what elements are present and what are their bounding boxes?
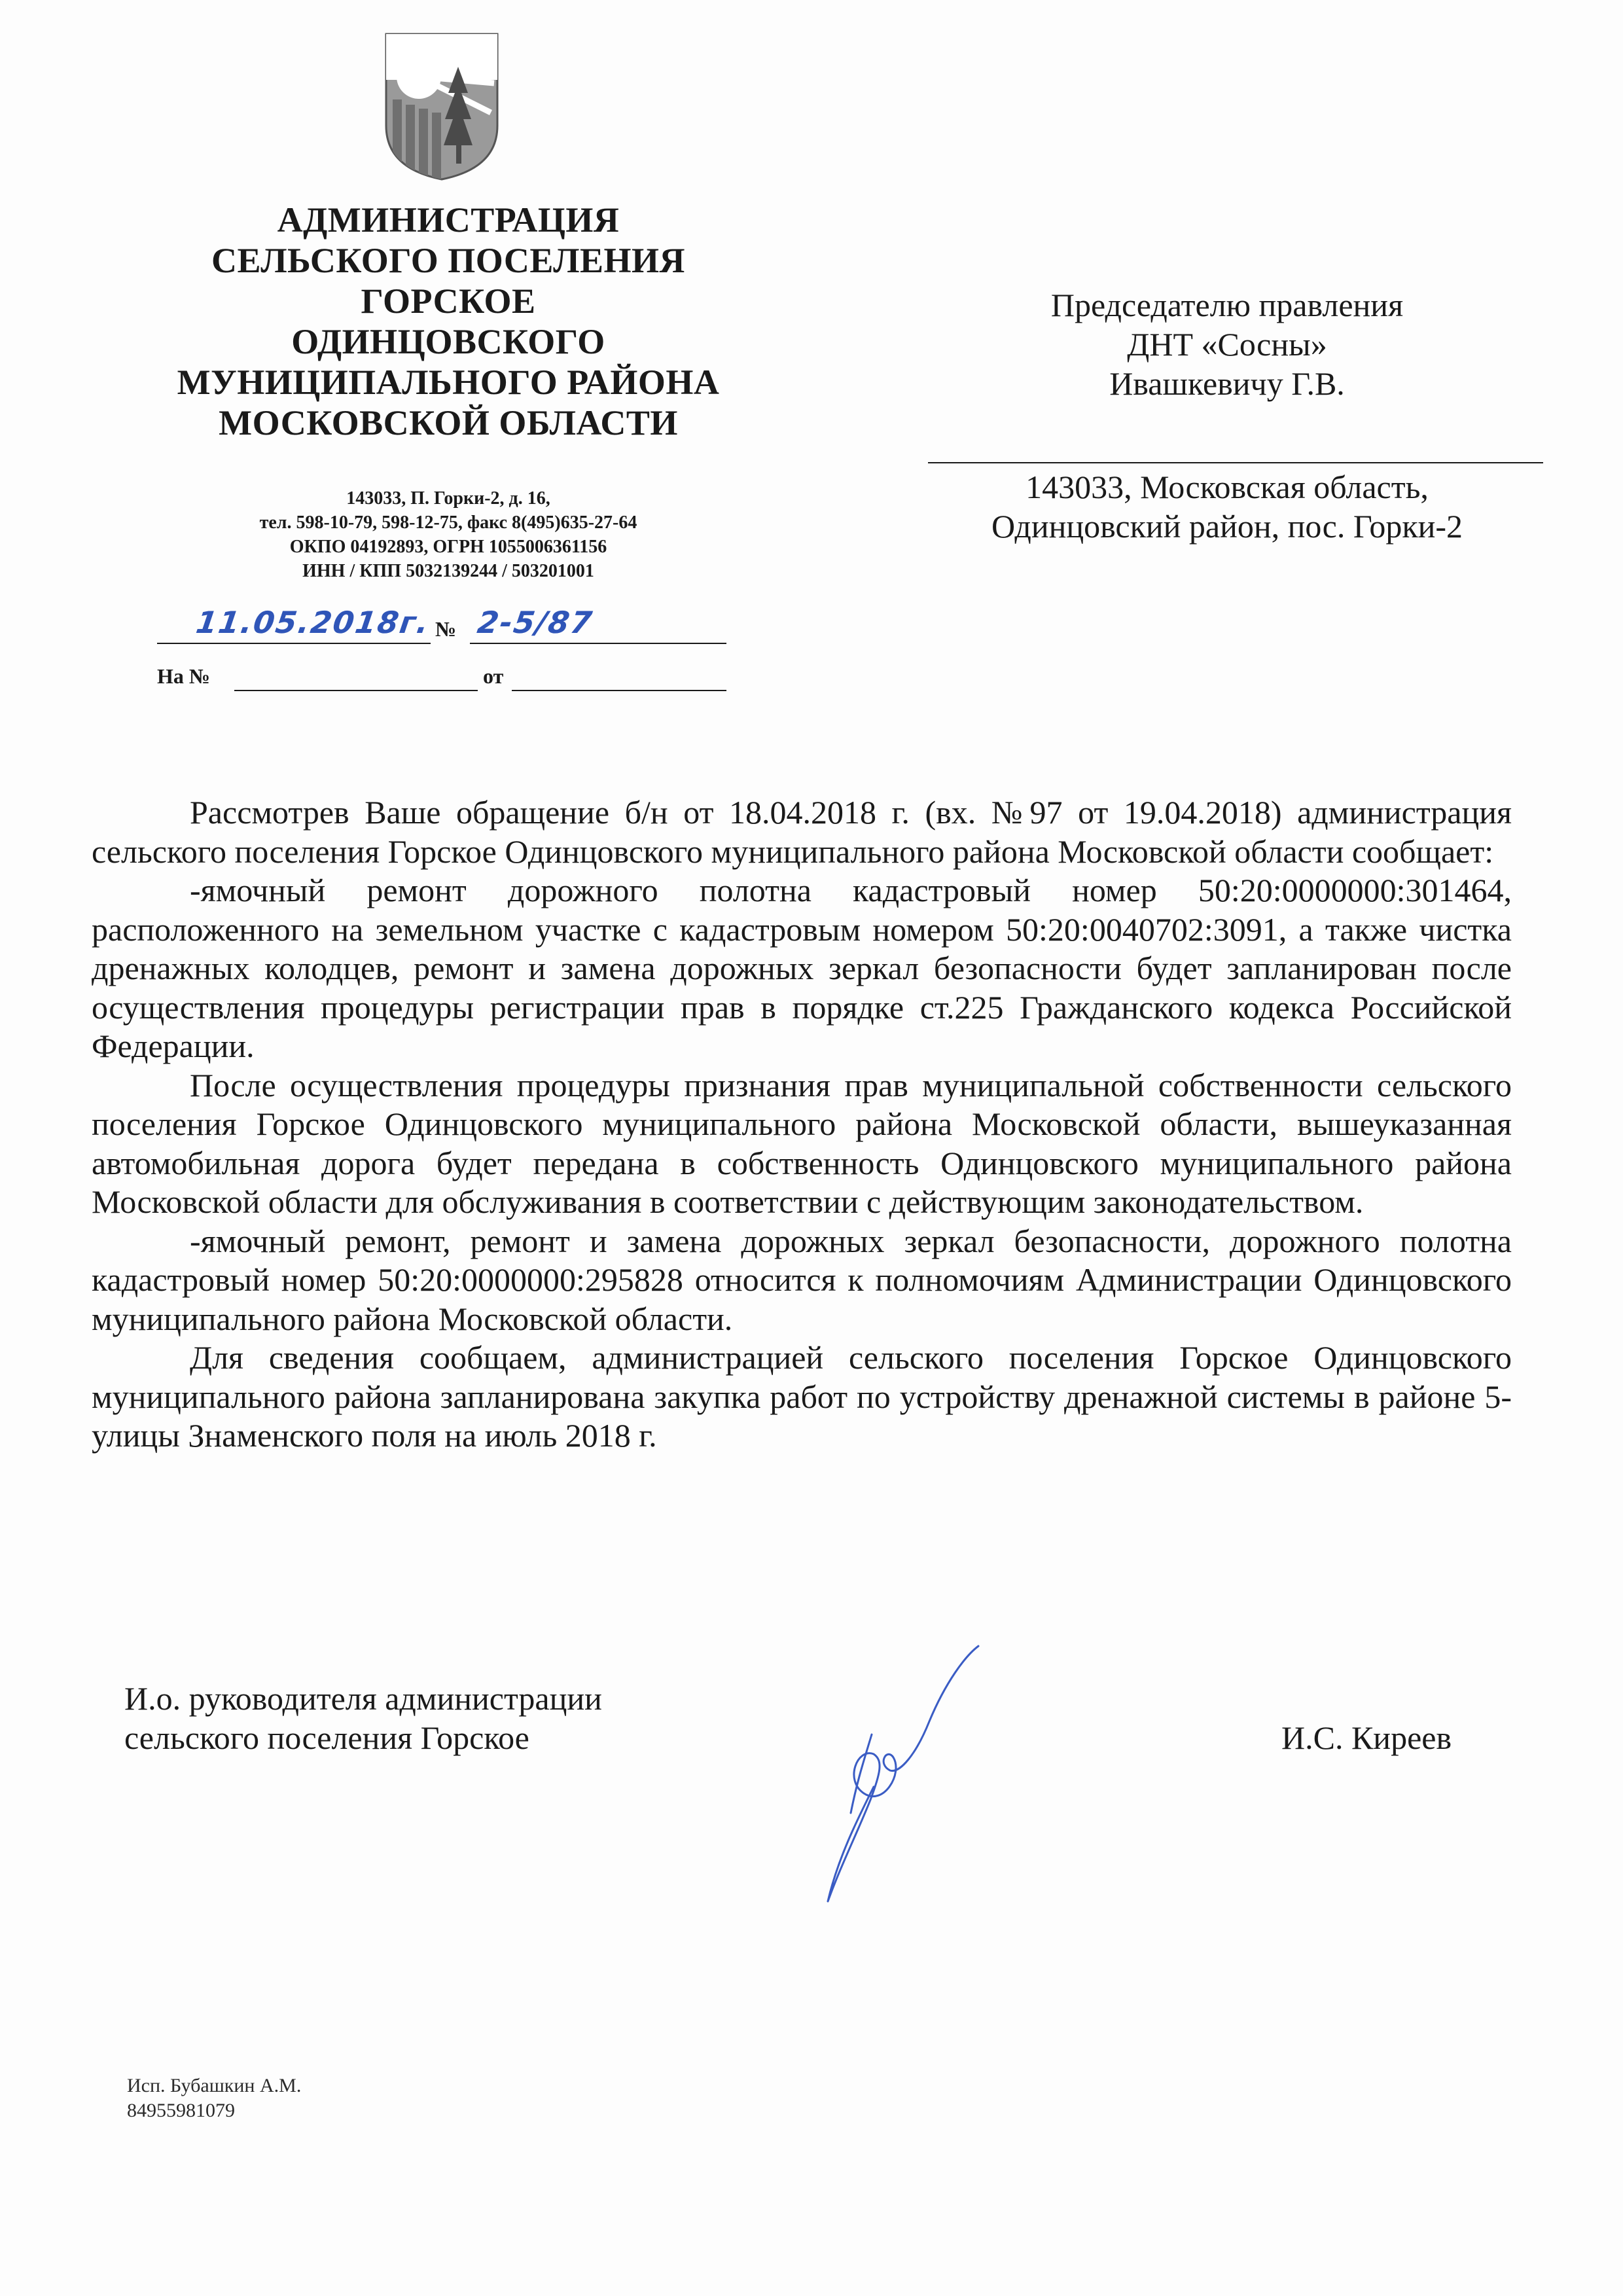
addressee-name: Ивашкевичу Г.В. bbox=[1109, 365, 1345, 402]
body-paragraph: -ямочный ремонт дорожного полотна кадастровый номер 50:20:0000000:301464, расположенного на земельном участке с кадастровым номером 50:20:0040702:3091, а также чистка дренажных колодцев, ремонт и замена дорожных зеркал безопасности будет запланирован после осуществления процедуры регистрации прав в порядке ст.225 Гражданского кодекса Российской Федерации. bbox=[92, 872, 1512, 1064]
signer-title bbox=[124, 1679, 602, 1757]
org-inn-kpp: ИНН / КПП 5032139244 / 503201001 bbox=[302, 561, 594, 581]
org-line: ОДИНЦОВСКОГО bbox=[291, 322, 605, 361]
org-line: МОСКОВСКОЙ ОБЛАСТИ bbox=[219, 403, 678, 442]
incoming-row bbox=[157, 649, 726, 691]
signer-name: И.С. Киреев bbox=[1281, 1719, 1452, 1756]
incoming-number-line bbox=[234, 690, 478, 691]
address-line: 143033, Московская область, bbox=[1026, 469, 1429, 505]
letter-body bbox=[92, 793, 1512, 1456]
incoming-date-line bbox=[512, 690, 726, 691]
date-line bbox=[157, 643, 431, 644]
signer-title-line: сельского поселения Горское bbox=[124, 1719, 529, 1756]
addressee-organization: ДНТ «Сосны» bbox=[1127, 326, 1327, 363]
outgoing-row bbox=[157, 602, 726, 644]
incoming-date-label: от bbox=[483, 664, 504, 688]
organization-details bbox=[124, 486, 772, 583]
outgoing-reference bbox=[157, 602, 726, 694]
body-paragraph: Для сведения сообщаем, администрацией сельского поселения Горское Одинцовского муниципального района запланирована закупка работ по устройству дренажной системы в районе 5-улицы Знаменского поля на июль 2018 г. bbox=[92, 1339, 1512, 1454]
number-label: № bbox=[435, 617, 457, 641]
org-okpo-ogrn: ОКПО 04192893, ОГРН 1055006361156 bbox=[289, 537, 607, 557]
addressee-position: Председателю правления bbox=[1050, 287, 1404, 323]
incoming-number-label: На № bbox=[157, 664, 211, 688]
number-line bbox=[470, 643, 726, 644]
coat-of-arms-icon bbox=[380, 27, 504, 185]
letterhead bbox=[124, 200, 772, 583]
body-paragraph: -ямочный ремонт, ремонт и замена дорожных зеркал безопасности, дорожного полотна кадастровый номер 50:20:0000000:295828 относится к полномочиям Администрации Одинцовского муниципального района Московской области. bbox=[92, 1222, 1512, 1337]
body-paragraph: После осуществления процедуры признания прав муниципальной собственности сельского поселения Горское Одинцовского муниципального района Московской области, вышеуказанная автомобильная дорога будет передана в собственность Одинцовского муниципального района Московской области для обслуживания в соответствии с действующим законодательством. bbox=[92, 1066, 1512, 1220]
addressee-address bbox=[903, 462, 1551, 546]
body-paragraph: Рассмотрев Ваше обращение б/н от 18.04.2018 г. (вх. №97 от 19.04.2018) администрация сельского поселения Горское Одинцовского муниципального района Московской области сообщает: bbox=[92, 794, 1512, 870]
org-line: ГОРСКОЕ bbox=[361, 281, 536, 321]
org-address: 143033, П. Горки-2, д. 16, bbox=[346, 488, 550, 509]
addressee bbox=[903, 285, 1551, 403]
executor-phone: 84955981079 bbox=[127, 2100, 235, 2121]
org-phones: тел. 598-10-79, 598-12-75, факс 8(495)635-27-64 bbox=[259, 512, 637, 533]
signer-title-line: И.о. руководителя администрации bbox=[124, 1680, 602, 1717]
signature-icon bbox=[759, 1643, 982, 1911]
outgoing-number: 2-5/87 bbox=[475, 605, 596, 640]
org-line: АДМИНИСТРАЦИЯ bbox=[277, 200, 620, 240]
outgoing-date: 11.05.2018г. bbox=[194, 605, 433, 640]
org-line: МУНИЦИПАЛЬНОГО РАЙОНА bbox=[177, 363, 720, 402]
organization-name bbox=[124, 200, 772, 443]
address-line: Одинцовский район, пос. Горки-2 bbox=[991, 508, 1463, 545]
org-line: СЕЛЬСКОГО ПОСЕЛЕНИЯ bbox=[211, 241, 685, 280]
executor-name: Исп. Бубашкин А.М. bbox=[127, 2075, 302, 2096]
executor-info bbox=[127, 2073, 301, 2123]
